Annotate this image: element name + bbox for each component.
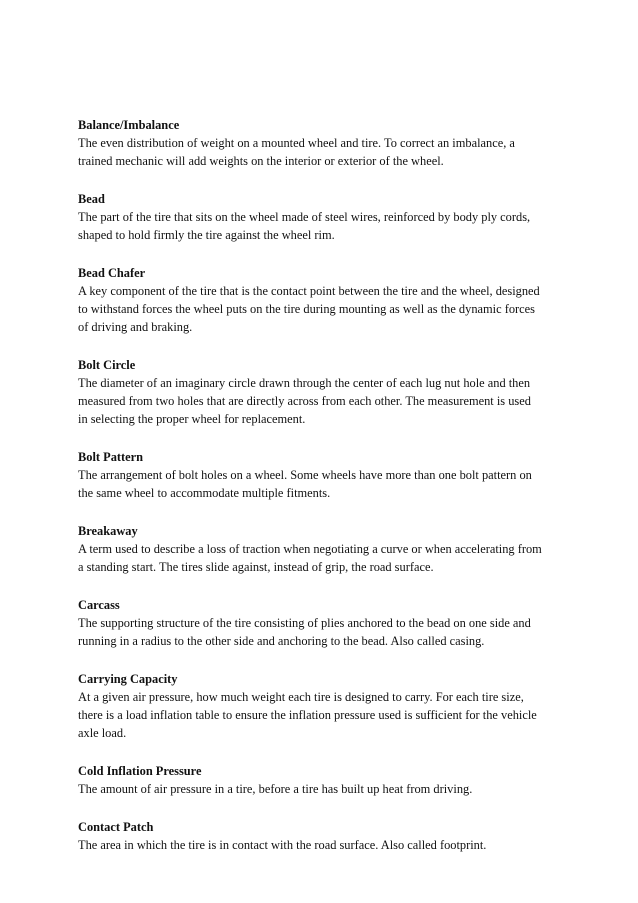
definition-line: The area in which the tire is in contact with the road surface. Also called footprint. [78, 838, 487, 852]
definition-line: trained mechanic will add weights on the interior or exterior of the wheel. [78, 154, 444, 168]
definition-line: The diameter of an imaginary circle drawn through the center of each lug nut hole and then [78, 376, 531, 390]
definition-line: running in a radius to the other side and anchoring to the bead. Also called casing. [78, 634, 485, 648]
definition-line: The supporting structure of the tire consisting of plies anchored to the bead on one side and [78, 616, 531, 630]
glossary-definition [78, 780, 568, 798]
definition-line: a standing start. The tires slide against, instead of grip, the road surface. [78, 560, 434, 574]
glossary-entry-cold-inflation-pressure [78, 762, 568, 798]
glossary-definition [78, 208, 568, 244]
definition-line: shaped to hold firmly the tire against the wheel rim. [78, 228, 335, 242]
glossary-entry-breakaway [78, 522, 568, 576]
definition-line: of driving and braking. [78, 320, 193, 334]
glossary-term: Contact Patch [78, 820, 154, 834]
definition-line: axle load. [78, 726, 127, 740]
glossary-term: Carcass [78, 598, 120, 612]
definition-line: A term used to describe a loss of traction when negotiating a curve or when accelerating from [78, 542, 542, 556]
glossary-entry-bead-chafer [78, 264, 568, 336]
definition-line: A key component of the tire that is the contact point between the tire and the wheel, designed [78, 284, 540, 298]
glossary-term: Breakaway [78, 524, 138, 538]
glossary-list [78, 116, 568, 874]
definition-line: The part of the tire that sits on the wheel made of steel wires, reinforced by body ply cords, [78, 210, 531, 224]
glossary-term: Bead [78, 192, 105, 206]
glossary-definition [78, 540, 568, 576]
glossary-definition [78, 688, 568, 742]
definition-line: there is a load inflation table to ensure the inflation pressure used is sufficient for the vehicle [78, 708, 537, 722]
glossary-definition [78, 134, 568, 170]
glossary-definition [78, 836, 568, 854]
glossary-definition [78, 374, 568, 428]
glossary-term: Carrying Capacity [78, 672, 178, 686]
glossary-term: Balance/Imbalance [78, 118, 180, 132]
definition-line: The amount of air pressure in a tire, before a tire has built up heat from driving. [78, 782, 473, 796]
glossary-term: Bolt Circle [78, 358, 136, 372]
definition-line: At a given air pressure, how much weight each tire is designed to carry. For each tire size, [78, 690, 524, 704]
glossary-entry-bolt-circle [78, 356, 568, 428]
glossary-definition [78, 614, 568, 650]
definition-line: The even distribution of weight on a mounted wheel and tire. To correct an imbalance, a [78, 136, 515, 150]
glossary-entry-carcass [78, 596, 568, 650]
glossary-definition [78, 282, 568, 336]
glossary-entry-bolt-pattern [78, 448, 568, 502]
definition-line: the same wheel to accommodate multiple fitments. [78, 486, 331, 500]
glossary-term: Cold Inflation Pressure [78, 764, 202, 778]
definition-line: to withstand forces the wheel puts on the tire during mounting as well as the dynamic forces [78, 302, 535, 316]
glossary-entry-bead [78, 190, 568, 244]
glossary-entry-contact-patch [78, 818, 568, 854]
definition-line: measured from two holes that are directly across from each other. The measurement is used [78, 394, 531, 408]
definition-line: in selecting the proper wheel for replacement. [78, 412, 306, 426]
definition-line: The arrangement of bolt holes on a wheel. Some wheels have more than one bolt pattern on [78, 468, 532, 482]
glossary-entry-carrying-capacity [78, 670, 568, 742]
glossary-term: Bead Chafer [78, 266, 146, 280]
glossary-term: Bolt Pattern [78, 450, 144, 464]
glossary-entry-balance-imbalance [78, 116, 568, 170]
glossary-definition [78, 466, 568, 502]
